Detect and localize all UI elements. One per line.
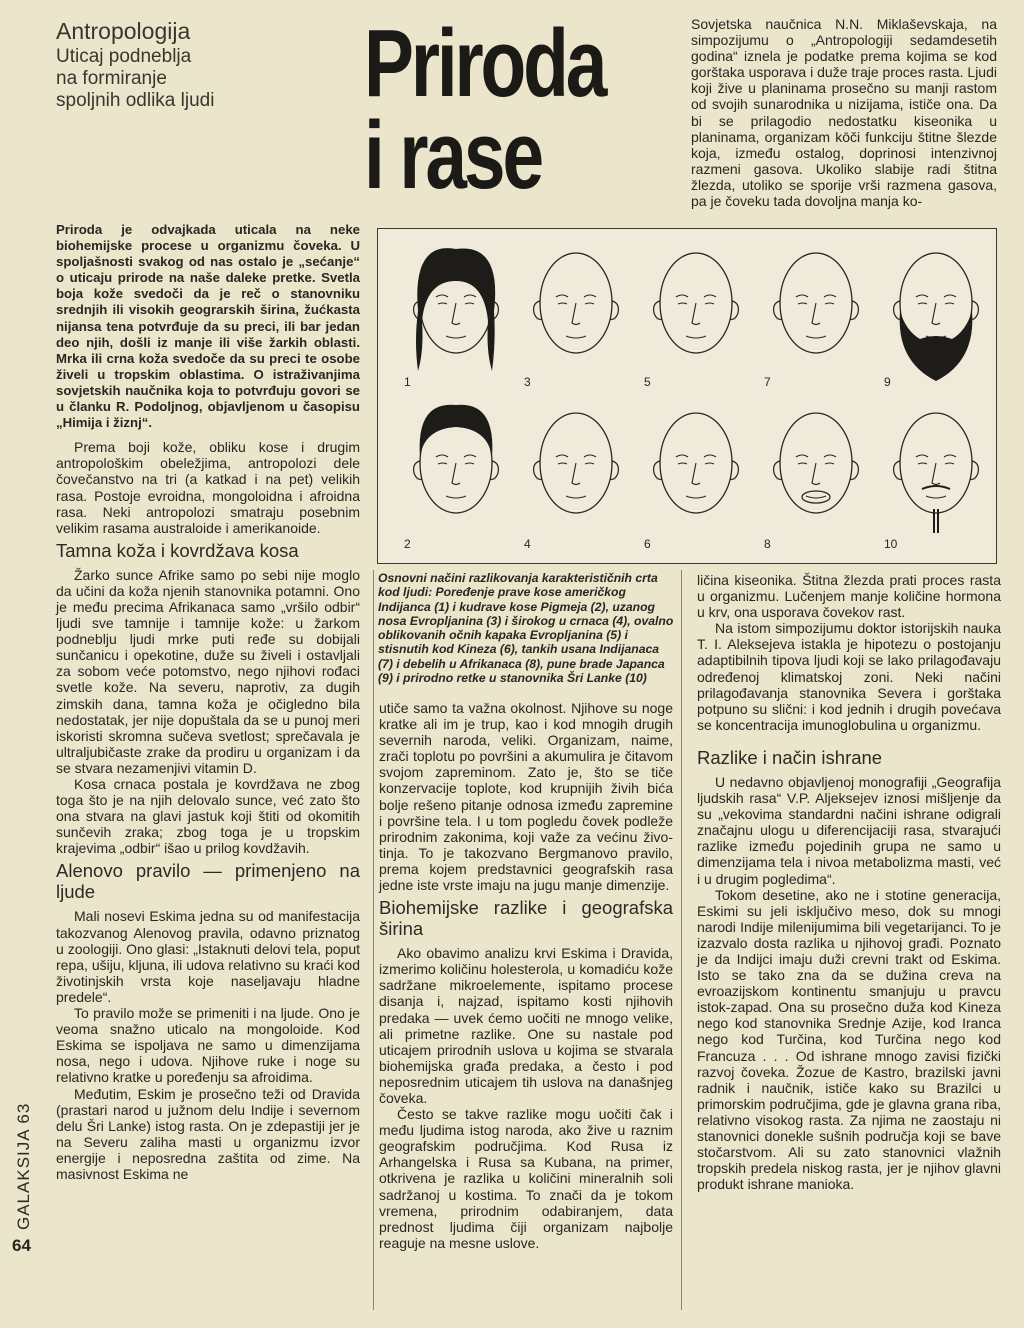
face-8 xyxy=(774,413,859,513)
face-4 xyxy=(534,413,619,513)
col3-top-paragraph: Sovjetska naučnica N.N. Miklaševskaja, na simpozijumu o „Antropologiji sedamdesetih godina“ iznela je podatke prema kojima se kod gorštaka usporava i duže traje proces rasta. Ljudi koji žive u planinama prosečno su manji rastom od svojih sunarodnika u nizijama, ističe ona. Da bi se prilagodio nedostatku kiseonika u planinama, organizam kōči funkciju štitne šlezde koja, između ostalog, doprinosi intenzivnoj razmeni gasova. Ukoliko slabije radi štitna žlezda, utoliko se sporije vrši razmena gasova, pa je čoveku tada dovoljna manja ko- xyxy=(691,16,997,210)
face-label-8: 8 xyxy=(764,537,771,551)
title-line-1: Priroda xyxy=(364,10,605,117)
col1-p3: Mali nosevi Eskima jedna su od manifestacija takozvanog Alenovog pravila, odavno priznatog u zoologiji. Ono glasi: „Istaknuti delovi tela, poput repa, ušiju, kljuna, ili udova relativno su kraći kod životinjskih vrsta koje naseljavaju hladne predele“. xyxy=(56,908,360,1005)
figure-caption: Osnovni načini razlikovanja karakterističnih crta kod ljudi: Poređenje prave kose američkog Indijanca (1) i kudrave kose Pigmeja (2), uzanog nosa Evropljanina (3) i širokog u crnaca (4), ovalno oblikovanih očnih kapaka Evropljanina (5) i stisnutih kod Kineza (6), tankih usana Indijanaca (7) i debelih u Afrikanaca (8), pune brade Japanca (9) i prirodno retke u stanovnika Šri Lanke (10) xyxy=(378,571,674,686)
face-7 xyxy=(774,253,859,353)
face-1 xyxy=(414,248,499,371)
col2-p1: utiče samo ta važna okolnost. Njihove su noge kratke ali im je trup, kao i kod mnogih drugih severnih naroda, veliki. Organizam, naime, zrači toplotu po površini a akumulira je čitavom svojom zapreminom. Zato je, što se tiče konzervacije toplote, kod krupnijih živih bića bolje rešeno pitanje odnosa između zapremine i površine tela. I u tom pogledu čovek podleže prirodnim zakonima, koji važe za većinu životinja. To je takozvano Bergmanovo pravilo, prema kojem predstavnici geografskih rasa jedne iste vrste imaju na jugu manje dimenzije. xyxy=(379,700,673,894)
subheading-biochemical: Biohemijske razlike i geografska širina xyxy=(379,897,673,940)
kicker-subtitle-3: spoljnih odlika ljudi xyxy=(56,90,215,111)
kicker-section: Antropologija xyxy=(56,18,191,44)
col1-p4: To pravilo može se primeniti i na ljude. Ono je veoma snažno uticalo na mongoloide. Kod Eskima se ispoljava ne samo u dimenzijama nosa, nego i udova. Njihove ruke i noge su relativno kratke u poređenju sa afroidima. xyxy=(56,1005,360,1086)
magazine-name-vertical: GALAKSIJA 63 xyxy=(14,1102,33,1230)
column-3-top xyxy=(691,16,997,209)
face-label-3: 3 xyxy=(524,375,531,389)
face-6 xyxy=(654,413,739,513)
title-line-2: i rase xyxy=(364,102,541,209)
face-10 xyxy=(894,413,979,533)
face-label-2: 2 xyxy=(404,537,411,551)
face-label-9: 9 xyxy=(884,375,891,389)
face-label-10: 10 xyxy=(884,537,898,551)
col3-p1: ličina kiseonika. Štitna žlezda prati proces rasta u organizmu. Lučenjem manje količine hormona u krv, ona usporava čovekov rast. xyxy=(697,572,1001,621)
col2-p2: Ako obavimo analizu krvi Eskima i Dravida, izmerimo količinu holesterola, u komadiću kože sadržane mikroelemente, ispitamo procese disanja i, najzad, ispitamo kosti njihovih predaka — uvek ćemo uočiti ne mnogo velike, ali primetne razlike. One su nastale pod uticajem prirodnih uslova u kojima se stvarala biohemijska građa predaka, a često i pod neposrednim uticajem tih uslova na današnjeg čoveka. xyxy=(379,945,673,1106)
face-label-1: 1 xyxy=(404,375,411,389)
faces-illustration xyxy=(378,229,996,563)
section-kicker xyxy=(56,16,316,112)
col3-p4: Tokom desetine, ako ne i stotine generacija, Eskimi su jeli isključivo meso, dok su mnogi narodi Indije milenijumima bili vegetarijanci. To je izazvalo dosta razlika u njihovoj građi. Poznato je da Indijci imaju duži crevni trakt od Eskima. Isto se tako zna da se dužina creva na evroazijskom kontinentu smanjuju u pravcu istok-zapad. Ona su prosečno duža kod Kineza nego kod stanovnika Srednje Azije, kod Iranca nego kod Turčina, kod Turčina nego kod Francuza . . . Od ishrane mnogo zavisi fizički razvoj čoveka. Žozue de Kastro, brazilski javni radnik i naučnik, ističe kako su Brazilci u primorskim područjima, gde je glavna grana riba, relativno visokog rasta. Za njima ne zaostaju ni stanovnici donekle sušnih područja koji se bave stočarstvom. Ali su zato stanovnici vlažnih tropskih predela niskog rasta, jer je njihov glavni produkt ishrane manioka. xyxy=(697,886,1001,1193)
col3-p2: Na istom simpozijumu doktor istorijskih nauka T. I. Aleksejeva istakla je hipotezu o postojanju adaptibilnih tipova ljudi koji se lako prilagođavaju određenoj klimatskoj zoni. Neki načini prilagođavanja stanovnika Severa i gorštaka potpuno su slični: i kod jednih i drugih povećava se koncentracija imunoglobulina u organizmu. xyxy=(697,620,1001,733)
face-label-4: 4 xyxy=(524,537,531,551)
column-rule-top xyxy=(681,16,682,216)
faces-figure xyxy=(377,228,997,564)
face-2 xyxy=(414,405,499,513)
face-3 xyxy=(534,253,619,353)
column-rule-right xyxy=(681,570,682,1310)
subheading-allen-rule: Alenovo pravilo — primenjeno na ljude xyxy=(56,860,360,903)
col2-p3: Često se takve razlike mogu uočiti čak i među ljudima istog naroda, ako žive u raznim geografskim područjima. Kod Rusa iz Arhangelska i Rusa sa Kubana, na primer, otkrivena je razlika u količini mineralnih soli sadržanoj u kostima. To znači da je tokom vremena, prirodnim odabiranjem, data prednost ljudima čiji organizam najbolje reaguje na mesne uslove. xyxy=(379,1106,673,1251)
face-label-6: 6 xyxy=(644,537,651,551)
col1-p5: Međutim, Eskim je prosečno teži od Dravida (prastari narod u južnom delu Indije i severnom delu Šri Lanke) istog rasta. On je zdepastiji jer je na Severu zaliha masti u organizmu izvor energije i neposredna zaštita od zime. Na masivnost Eskima ne xyxy=(56,1085,360,1182)
page-number: 64 xyxy=(12,1236,31,1255)
face-9 xyxy=(894,253,979,381)
kicker-subtitle-2: na formiranje xyxy=(56,68,167,89)
column-2 xyxy=(379,700,673,1251)
column-rule-left xyxy=(373,570,374,1310)
face-label-7: 7 xyxy=(764,375,771,389)
face-5 xyxy=(654,253,739,353)
col1-p1: Žarko sunce Afrike samo po sebi nije moglo da učini da koža njenih stanovnika potamni. Ono je među precima Afrikanaca samo „vršilo odbir“ ljudi sve tamnije i tamnije kože: u žarkom podneblju ljudi mrke puti ređe su dobijali sunčanicu i opekotine, duže su živeli i ostavljali za sobom veće potomstvo, nego njihovi rođaci svetle kože. Na severu, naprotiv, za dugih zimskih dana, tamna koža je očigledno bila nedostatak, jer nije dopuštala da se u punoj meri iskoristi skromna sučeva svetlost; sprečavala je ultraljubičaste zrake da prodiru u organizam i da se stvara nezamenjivi vitamin D. xyxy=(56,566,360,776)
column-3 xyxy=(697,572,1001,1192)
col1-p2: Kosa crnaca postala je kovrdžava ne zbog toga što je na njih delovalo sunce, već zato što ona stvara na glavi jastuk koji štiti od okomitih sunčevih zraka; zbog toga je u tropskim krajevima „odbir“ išao u prilog kovdžavih. xyxy=(56,776,360,857)
subheading-dark-skin: Tamna koža i kovrdžava kosa xyxy=(56,539,299,561)
article-title xyxy=(364,10,605,209)
kicker-subtitle-1: Uticaj podneblja xyxy=(56,46,192,67)
face-label-5: 5 xyxy=(644,375,651,389)
subheading-nutrition: Razlike i način ishrane xyxy=(697,746,883,768)
lead-paragraph: Priroda je odvajkada uticala na neke biohemijske procese u organizmu čoveka. U spoljašnosti svakog od nas ostalo je „sećanje“ o uticaju prirode na naše daleke pretke. Svetla boja kože svedoči da je reč o stanovniku srednjih ili visokih geograrskih širina, žućkasta nijansa tena potvrđuje da su preci, ili bar jedan deo njih, došli iz manje ili više žarkih oblasti. Mrka ili crna koža svedoče da su preci te osobe živeli u tropskim oblastima. O istraživanjima sovjetskih naučnika koja to potvrđuju govori se u članku R. Podoljnog, objavljenom u časopisu „Himija i žiznj“. xyxy=(56,222,360,431)
col3-p3: U nedavno objavljenoj monografiji „Geografija ljudskih rasa“ V.P. Aljeksejev iznosi mišljenje da su „vekovima standardni načini ishrane odigrali značajnu ulogu u diferencijaciji rasa, stvarajući razlike između pojedinih grupa ne samo u dimenzijama tela i nivoa metabolizma masti, već i u drugim pogledima“. xyxy=(697,773,1001,887)
col1-intro: Prema boji kože, obliku kose i drugim antropološkim obeležjima, antropolozi dele čovečanstvo na tri (a katkad i na pet) velikih rasa. Postoje evroidna, mongoloidna i afroidna rasa. Neki antropolozi smatraju posebnim velikim rasama australoide i amerikanoide. xyxy=(56,439,360,536)
column-1 xyxy=(56,222,360,1182)
